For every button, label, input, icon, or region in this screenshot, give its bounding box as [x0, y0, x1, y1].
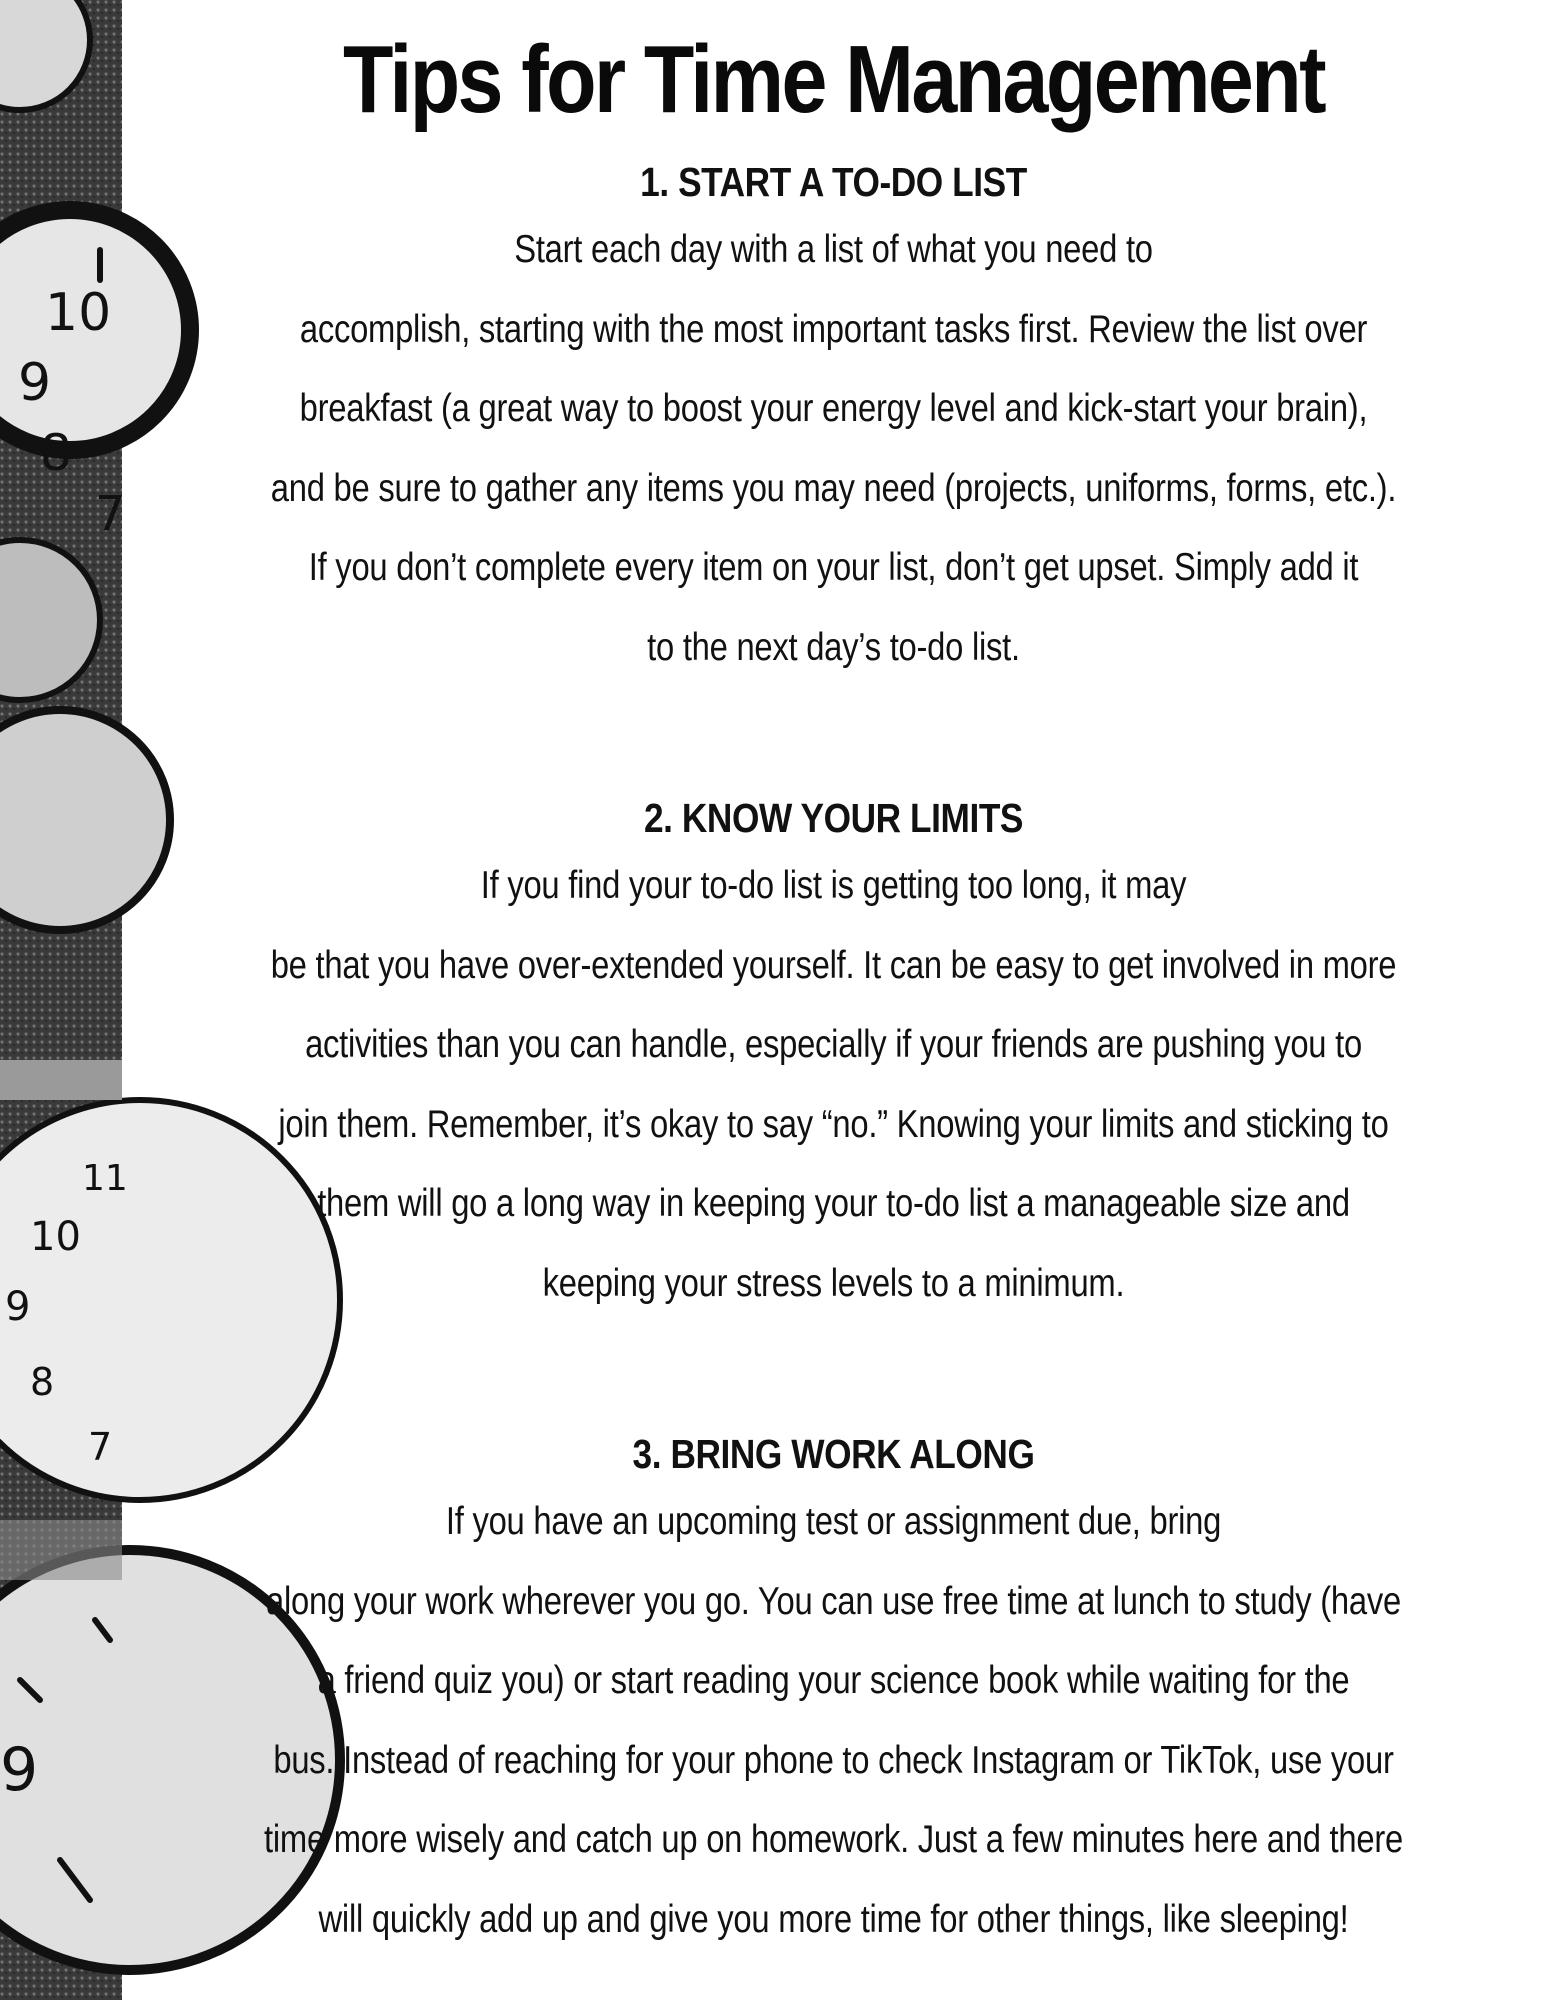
tip-line: breakfast (a great way to boost your energy level and kick-start your brain),: [299, 387, 1368, 430]
svg-text:7: 7: [95, 486, 126, 542]
tip-line: If you have an upcoming test or assignment due, bring: [445, 1500, 1222, 1543]
tip-line: and be sure to gather any items you may need (projects, uniforms, forms, etc.).: [270, 466, 1397, 510]
tip-line: join them. Remember, it’s okay to say “no.” Knowing your limits and sticking to: [278, 1102, 1389, 1146]
tip-heading: 3. BRING WORK ALONG: [632, 1431, 1035, 1477]
svg-text:10: 10: [30, 1214, 81, 1260]
tip-line: a friend quiz you) or start reading your science book while waiting for the: [317, 1659, 1350, 1702]
svg-text:11: 11: [82, 1158, 128, 1199]
tip-line: If you don’t complete every item on your list, don’t get upset. Simply add it: [308, 546, 1359, 589]
tip-line: keeping your stress levels to a minimum.: [542, 1261, 1125, 1305]
tip-section-3: [122, 1426, 1545, 1959]
svg-text:7: 7: [88, 1425, 113, 1469]
tip-heading: 2. KNOW YOUR LIMITS: [643, 795, 1024, 841]
svg-text:10: 10: [45, 283, 112, 343]
tip-section-1: [122, 154, 1545, 687]
svg-text:8: 8: [30, 1360, 55, 1404]
svg-text:9: 9: [5, 1284, 31, 1330]
svg-text:9: 9: [0, 1735, 39, 1805]
tip-line: If you find your to-do list is getting too long, it may: [480, 864, 1187, 907]
tip-line: them will go a long way in keeping your to-do list a manageable size and: [317, 1182, 1350, 1225]
document-body: [122, 0, 1545, 2000]
tip-line: time more wisely and catch up on homework. Just a few minutes here and there: [264, 1818, 1403, 1861]
tip-line: activities than you can handle, especially if your friends are pushing you to: [305, 1023, 1362, 1066]
page-title: Tips for Time Management: [342, 26, 1324, 133]
tip-line: to the next day’s to-do list.: [647, 625, 1020, 669]
tip-heading: 1. START A TO-DO LIST: [640, 159, 1027, 205]
tip-line: bus. Instead of reaching for your phone to check Instagram or TikTok, use your: [273, 1738, 1394, 1782]
clock-collage-image: [0, 0, 128, 2000]
svg-text:8: 8: [40, 424, 72, 482]
clock-collage-icon: [0, 0, 128, 2000]
tip-line: accomplish, starting with the most important tasks first. Review the list over: [299, 307, 1368, 351]
tip-line: Start each day with a list of what you need to: [514, 228, 1153, 271]
tip-section-2: [122, 790, 1545, 1323]
svg-text:9: 9: [18, 353, 52, 413]
tip-line: along your work wherever you go. You can use free time at lunch to study (have: [266, 1579, 1401, 1623]
tip-line: will quickly add up and give you more time for other things, like sleeping!: [318, 1897, 1349, 1941]
tip-line: be that you have over-extended yourself. It can be easy to get involved in more: [270, 943, 1397, 987]
